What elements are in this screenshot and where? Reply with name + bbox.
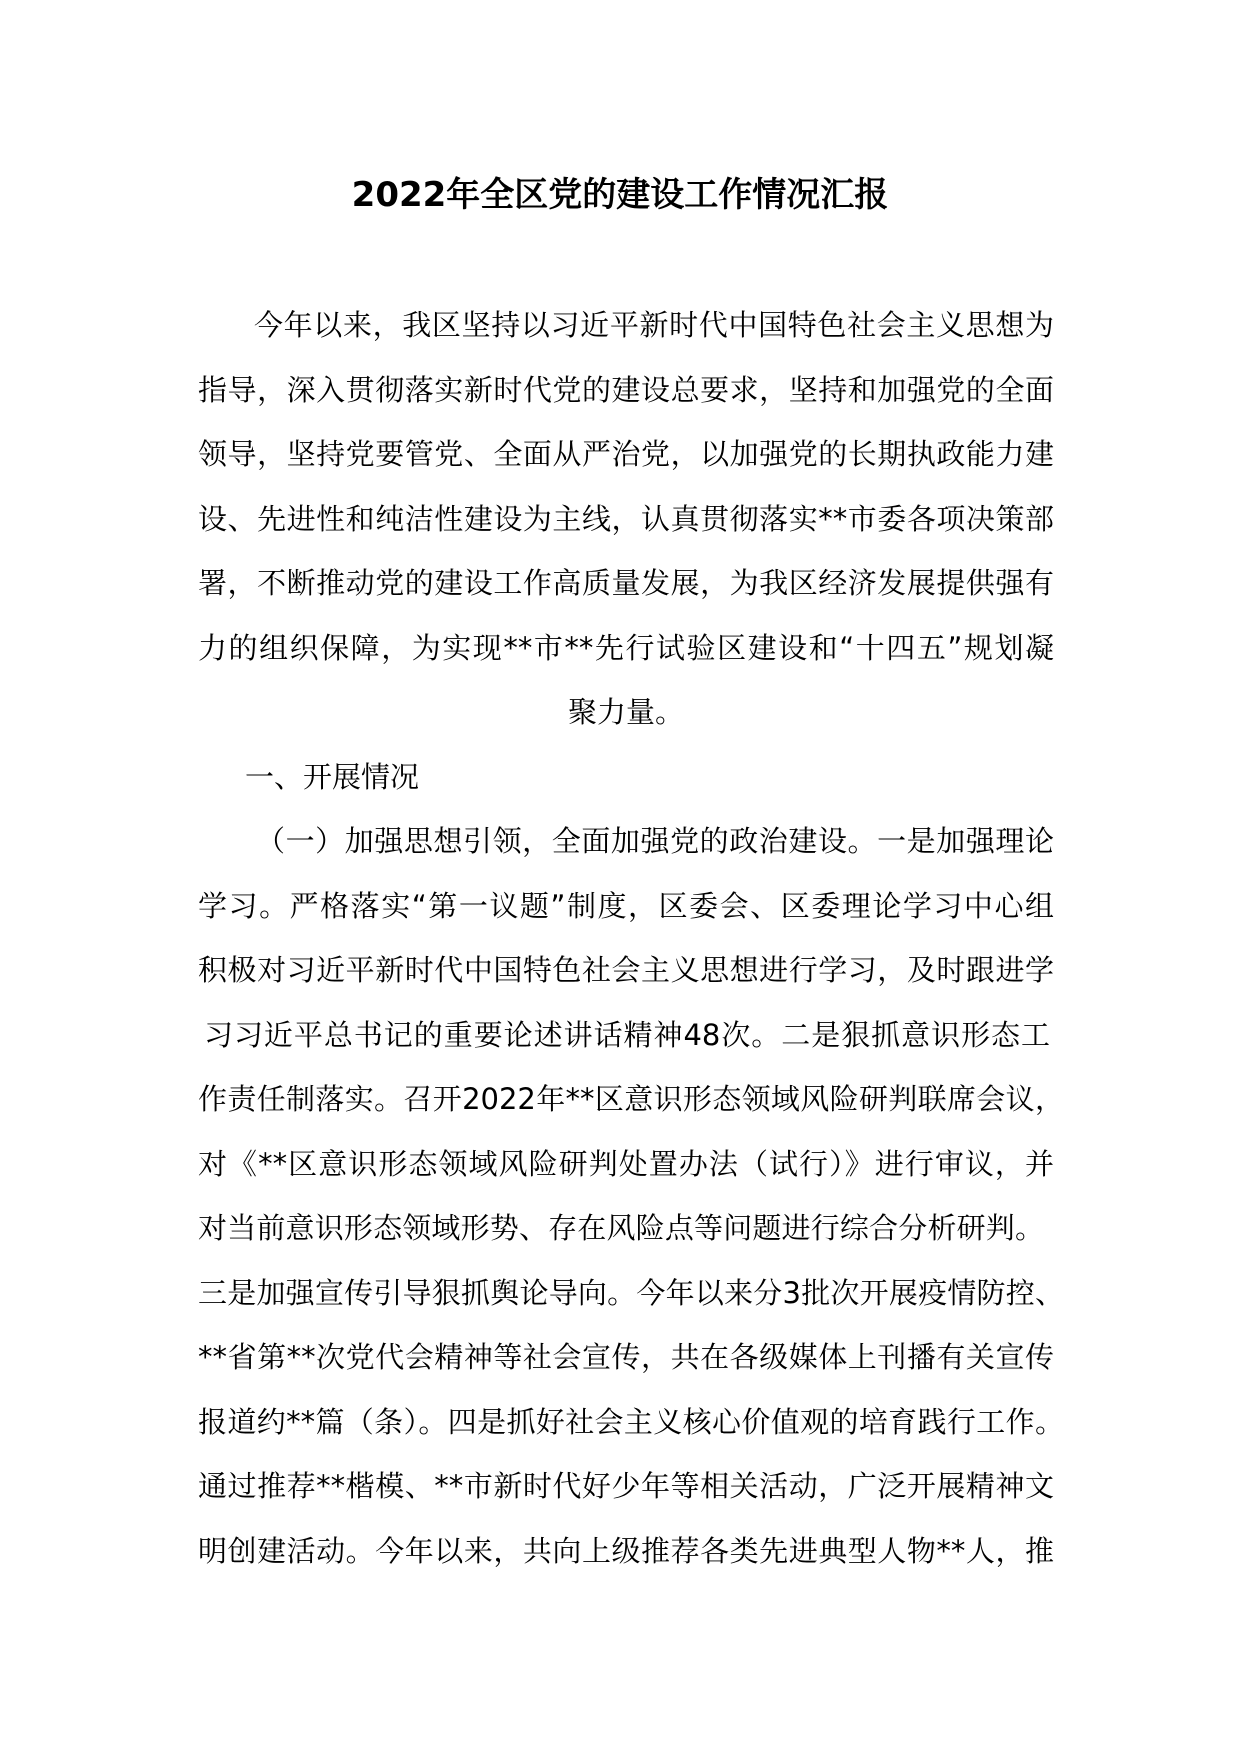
paragraph-line: 今年以来，我区坚持以习近平新时代中国特色社会主义思想为	[254, 308, 1054, 342]
paragraph-line: 习习近平总书记的重要论述讲话精神48次。二是狠抓意识形态工	[204, 1018, 1050, 1052]
paragraph-line: 力的组织保障，为实现**市**先行试验区建设和“十四五”规划凝	[198, 631, 1054, 665]
paragraph-line: 学习。严格落实“第一议题”制度，区委会、区委理论学习中心组	[198, 889, 1054, 923]
paragraph-line: 指导，深入贯彻落实新时代党的建设总要求，坚持和加强党的全面	[198, 373, 1054, 407]
paragraph-line: 通过推荐**楷模、**市新时代好少年等相关活动，广泛开展精神文	[198, 1469, 1054, 1503]
paragraph-line: 三是加强宣传引导狠抓舆论导向。今年以来分3批次开展疫情防控、	[198, 1276, 1064, 1310]
section-heading: 一、开展情况	[245, 760, 420, 794]
paragraph-line: 聚力量。	[567, 695, 684, 729]
paragraph-line: 积极对习近平新时代中国特色社会主义思想进行学习，及时跟进学	[198, 953, 1054, 987]
paragraph-line: 作责任制落实。召开2022年**区意识形态领域风险研判联席会议，	[198, 1082, 1064, 1116]
paragraph-line: 设、先进性和纯洁性建设为主线，认真贯彻落实**市委各项决策部	[198, 502, 1054, 536]
paragraph-line: 对当前意识形态领域形势、存在风险点等问题进行综合分析研判。	[198, 1211, 1044, 1245]
paragraph-line: 对《**区意识形态领域风险研判处置办法（试行）》进行审议，并	[198, 1147, 1054, 1181]
paragraph-line: 报道约**篇（条）。四是抓好社会主义核心价值观的培育践行工作。	[198, 1405, 1064, 1439]
paragraph-line: 领导，坚持党要管党、全面从严治党，以加强党的长期执政能力建	[198, 437, 1054, 471]
paragraph-line: **省第**次党代会精神等社会宣传，共在各级媒体上刊播有关宣传	[198, 1340, 1054, 1374]
paragraph-line: （一）加强思想引领，全面加强党的政治建设。一是加强理论	[256, 824, 1054, 858]
paragraph-line: 明创建活动。今年以来，共向上级推荐各类先进典型人物**人，推	[198, 1534, 1054, 1568]
paragraph-line: 署，不断推动党的建设工作高质量发展，为我区经济发展提供强有	[198, 566, 1054, 600]
document-title: 2022年全区党的建设工作情况汇报	[351, 175, 889, 215]
